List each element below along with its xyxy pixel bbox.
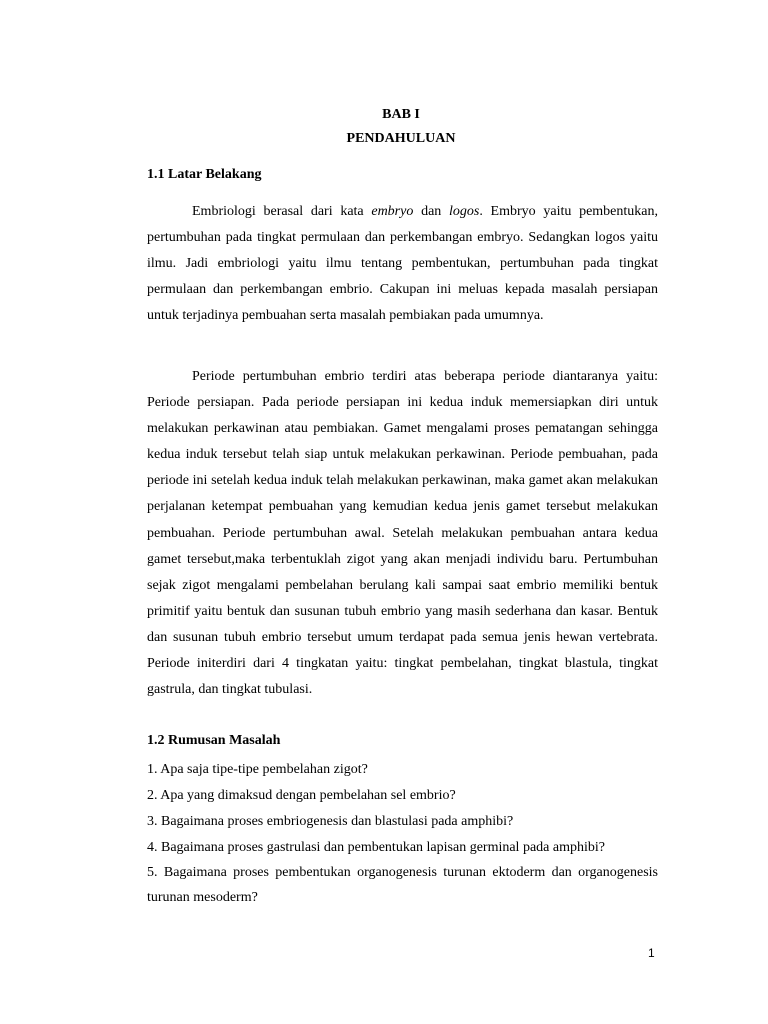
section-heading-rumusan-masalah: 1.2 Rumusan Masalah <box>147 733 281 748</box>
text-run: Embriologi berasal dari kata <box>192 204 372 219</box>
term-logos: logos <box>449 204 480 219</box>
term-embryo: embryo <box>371 204 414 219</box>
list-item: 1. Apa saja tipe-tipe pembelahan zigot? <box>147 762 368 777</box>
chapter-label: BAB I <box>382 107 420 122</box>
paragraph-periode: Periode pertumbuhan embrio terdiri atas beberapa periode diantaranya yaitu: Periode persiapan. Pada periode persiapan ini kedua induk memersiapkan diri untuk melakukan perkawinan atau pembiakan. Gamet mengalami proses pematangan sehingga kedua induk tersebut telah siap untuk melakukan perkawinan. Periode pembuahan, pada periode ini setelah kedua induk telah melakukan perkawinan, maka gamet akan melakukan perjalanan ketempat pembuahan yang kemudian kedua jenis gamet tersebut melakukan pembuahan. Periode pertumbuhan awal. Setelah melakukan pembuahan antara kedua gamet tersebut,maka terbentuklah zigot yang akan menjadi individu baru. Pertumbuhan sejak zigot mengalami pembelahan berulang kali sampai saat embrio memiliki bentuk primitif yaitu bentuk dan susunan tubuh embrio yang masih sederhana dan kasar. Bentuk dan susunan tubuh embrio tersebut umum terdapat pada semua jenis hewan vertebrata. Periode initerdiri dari 4 tingkatan yaitu: tingkat pembelahan, tingkat blastula, tingkat gastrula, dan tingkat tubulasi. <box>147 369 658 698</box>
text-run: dan <box>413 204 449 219</box>
paragraph-embriologi <box>147 199 658 329</box>
list-item: 3. Bagaimana proses embriogenesis dan blastulasi pada amphibi? <box>147 814 514 829</box>
list-item: 5. Bagaimana proses pembentukan organogenesis turunan ektoderm dan organogenesis turunan mesoderm? <box>147 865 658 905</box>
list-item: 2. Apa yang dimaksud dengan pembelahan sel embrio? <box>147 788 456 803</box>
page-number: 1 <box>648 946 655 960</box>
text-run: . Embryo yaitu pembentukan, pertumbuhan pada tingkat permulaan dan perkembangan embryo. Sedangkan logos yaitu ilmu. Jadi embriologi yaitu ilmu tentang pembentukan, pertumbuhan pada tingkat permulaan dan perkembangan embrio. Cakupan ini meluas kepada masalah persiapan untuk terjadinya pembuahan serta masalah pembiakan pada umumnya. <box>147 204 658 324</box>
rumusan-masalah-list <box>147 757 658 910</box>
chapter-title: PENDAHULUAN <box>346 131 456 146</box>
section-heading-latar-belakang: 1.1 Latar Belakang <box>147 167 262 182</box>
list-item: 4. Bagaimana proses gastrulasi dan pembentukan lapisan germinal pada amphibi? <box>147 840 605 855</box>
